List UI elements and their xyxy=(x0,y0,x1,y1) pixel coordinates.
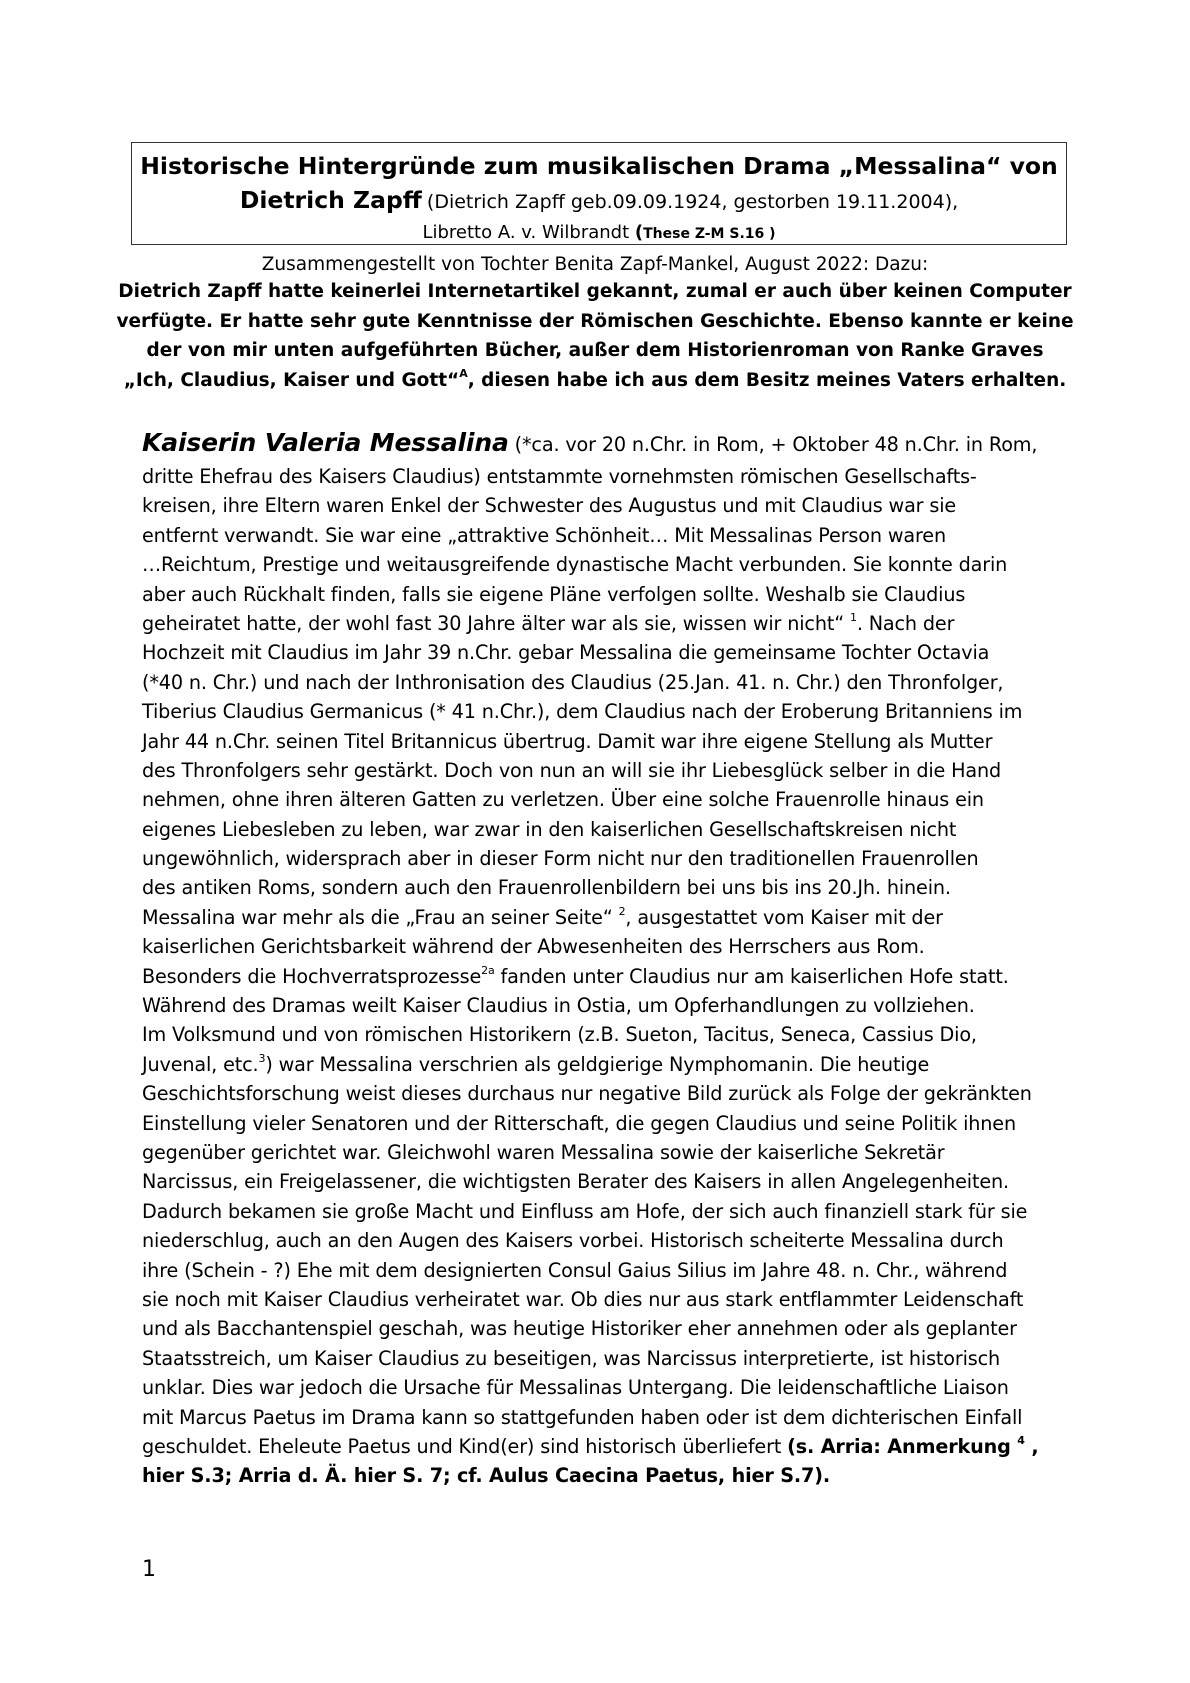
text-line: Tiberius Claudius Germanicus (* 41 n.Chr.), dem Claudius nach der Eroberung Britanniens im xyxy=(142,700,1023,724)
compiled-by-line: Zusammengestellt von Tochter Benita Zapf-Mankel, August 2022: Dazu: xyxy=(261,254,929,275)
reference-text: , xyxy=(1024,1434,1039,1458)
text-line: Geschichtsforschung weist dieses durchaus nur negative Bild zurück als Folge der gekränkten xyxy=(142,1082,1032,1106)
libretto-text: Libretto A. v. Wilbrandt xyxy=(422,222,630,243)
author-dates: (Dietrich Zapff geb.09.09.1924, gestorben 19.11.2004), xyxy=(426,191,959,213)
text-line: des Thronfolgers sehr gestärkt. Doch von nun an will sie ihr Liebesglück selber in die Hand xyxy=(142,758,1002,782)
footnote-marker: A xyxy=(459,366,468,380)
text-line: aber auch Rückhalt finden, falls sie eigene Pläne verfolgen sollte. Weshalb sie Claudius xyxy=(142,582,966,606)
intro-line: Dietrich Zapff hatte keinerlei Internetartikel gekannt, zumal er auch über keinen Computer xyxy=(118,281,1072,302)
text-span: ) war Messalina verschrien als geldgierige Nymphomanin. Die heutige xyxy=(265,1052,930,1076)
page-number: 1 xyxy=(142,1557,156,1582)
footnote-marker: 1 xyxy=(849,610,857,624)
lead-heading: Kaiserin Valeria Messalina xyxy=(142,428,509,457)
text-line: Im Volksmund und von römischen Historikern (z.B. Sueton, Tacitus, Seneca, Cassius Dio, xyxy=(142,1023,977,1047)
intro-paragraph xyxy=(110,277,1080,395)
text-span: Juvenal, etc. xyxy=(142,1052,259,1076)
text-line xyxy=(142,903,1072,932)
footnote-marker: 3 xyxy=(258,1051,266,1065)
text-line: des antiken Roms, sondern auch den Frauenrollenbildern bei uns bis ins 20.Jh. hinein. xyxy=(142,876,951,900)
intro-last-text: , diesen habe ich aus dem Besitz meines Vaters erhalten. xyxy=(467,369,1067,391)
text-line: Hochzeit mit Claudius im Jahr 39 n.Chr. gebar Messalina die gemeinsame Tochter Octavia xyxy=(142,641,990,665)
text-span: . Nach der xyxy=(856,611,955,635)
title-line: Historische Hintergründe zum musikalischen Drama „Messalina“ von xyxy=(140,152,1058,180)
text-line xyxy=(142,428,1072,462)
libretto-line xyxy=(132,220,1066,247)
text-line: unklar. Dies war jedoch die Ursache für Messalinas Untergang. Die leidenschaftliche Liaison xyxy=(142,1376,1009,1400)
reference-line: hier S.3; Arria d. Ä. hier S. 7; cf. Aulus Caecina Paetus, hier S.7). xyxy=(142,1464,831,1488)
text-span: Besonders die Hochverratsprozesse xyxy=(142,964,482,988)
intro-line: verfügte. Er hatte sehr gute Kenntnisse der Römischen Geschichte. Ebenso kannte er keine xyxy=(116,310,1074,332)
text-span: geschuldet. Eheleute Paetus und Kind(er) sind historisch überliefert xyxy=(142,1434,788,1458)
text-line: Einstellung vieler Senatoren und der Ritterschaft, die gegen Claudius und seine Politik ihnen xyxy=(142,1111,1016,1135)
text-line: Jahr 44 n.Chr. seinen Titel Britannicus übertrug. Damit war ihre eigene Stellung als Mutter xyxy=(142,729,993,753)
text-line: Staatsstreich, um Kaiser Claudius zu beseitigen, was Narcissus interpretierte, ist historisch xyxy=(142,1346,1001,1370)
text-line xyxy=(142,1432,1072,1461)
text-span: (*ca. vor 20 n.Chr. in Rom, + Oktober 48 n.Chr. in Rom, xyxy=(508,433,1038,456)
title-box xyxy=(131,142,1067,245)
intro-line: der von mir unten aufgeführten Bücher, außer dem Historienroman von Ranke Graves xyxy=(146,340,1044,361)
footnote-marker: 2 xyxy=(618,904,626,918)
text-line: kreisen, ihre Eltern waren Enkel der Schwester des Augustus und mit Claudius war sie xyxy=(142,494,957,518)
text-span: , ausgestattet vom Kaiser mit der xyxy=(625,905,943,929)
text-line: Während des Dramas weilt Kaiser Claudius in Ostia, um Opferhandlungen zu vollziehen. xyxy=(142,994,975,1018)
text-span: fanden unter Claudius nur am kaiserlichen Hofe statt. xyxy=(494,964,1009,988)
text-line: Narcissus, ein Freigelassener, die wichtigsten Berater des Kaisers in allen Angelegenheiten. xyxy=(142,1170,1009,1194)
main-paragraph xyxy=(142,428,1072,1491)
these-reference: These Z-M S.16 ) xyxy=(643,226,776,242)
author-name: Dietrich Zapff xyxy=(239,186,422,214)
text-span: geheiratet hatte, der wohl fast 30 Jahre älter war als sie, wissen wir nicht“ xyxy=(142,611,850,635)
intro-book-title: „Ich, Claudius, Kaiser und Gott“ xyxy=(123,369,460,391)
text-line: eigenes Liebesleben zu leben, war zwar in den kaiserlichen Gesellschaftskreisen nicht xyxy=(142,817,957,841)
text-line: und als Bacchantenspiel geschah, was heutige Historiker eher annehmen oder als geplanter xyxy=(142,1317,1017,1341)
text-line xyxy=(142,609,1072,638)
text-line: ungewöhnlich, widersprach aber in dieser Form nicht nur den traditionellen Frauenrollen xyxy=(142,847,979,871)
text-line: sie noch mit Kaiser Claudius verheiratet war. Ob dies nur aus stark entflammter Leidenschaft xyxy=(142,1287,1024,1311)
text-line: (*40 n. Chr.) und nach der Inthronisation des Claudius (25.Jan. 41. n. Chr.) den Thronfolger, xyxy=(142,670,1004,694)
these-paren: ( xyxy=(634,222,644,243)
text-line xyxy=(142,962,1072,991)
text-line: kaiserlichen Gerichtsbarkeit während der Abwesenheiten des Herrschers aus Rom. xyxy=(142,935,925,959)
text-line: nehmen, ohne ihren älteren Gatten zu verletzen. Über eine solche Frauenrolle hinaus ein xyxy=(142,788,984,812)
footnote-marker: 4 xyxy=(1017,1433,1025,1447)
intro-line xyxy=(110,366,1080,396)
text-span: Messalina war mehr als die „Frau an seiner Seite“ xyxy=(142,905,619,929)
reference-text: (s. Arria: Anmerkung xyxy=(787,1434,1018,1458)
text-line: …Reichtum, Prestige und weitausgreifende dynastische Macht verbunden. Sie konnte darin xyxy=(142,553,1008,577)
title-author-line xyxy=(132,183,1066,220)
text-line: entfernt verwandt. Sie war eine „attraktive Schönheit… Mit Messalinas Person waren xyxy=(142,523,946,547)
text-line: Dadurch bekamen sie große Macht und Einfluss am Hofe, der sich auch finanziell stark für sie xyxy=(142,1199,1028,1223)
text-line xyxy=(142,1050,1072,1079)
text-line: niederschlug, auch an den Augen des Kaisers vorbei. Historisch scheiterte Messalina durch xyxy=(142,1229,1004,1253)
footnote-marker: 2a xyxy=(481,963,495,977)
text-line: ihre (Schein - ?) Ehe mit dem designierten Consul Gaius Silius im Jahre 48. n. Chr., während xyxy=(142,1258,1008,1282)
text-line: mit Marcus Paetus im Drama kann so stattgefunden haben oder ist dem dichterischen Einfall xyxy=(142,1405,1023,1429)
text-line: gegenüber gerichtet war. Gleichwohl waren Messalina sowie der kaiserliche Sekretär xyxy=(142,1140,945,1164)
text-line: dritte Ehefrau des Kaisers Claudius) entstammte vornehmsten römischen Gesellschafts- xyxy=(142,465,977,488)
